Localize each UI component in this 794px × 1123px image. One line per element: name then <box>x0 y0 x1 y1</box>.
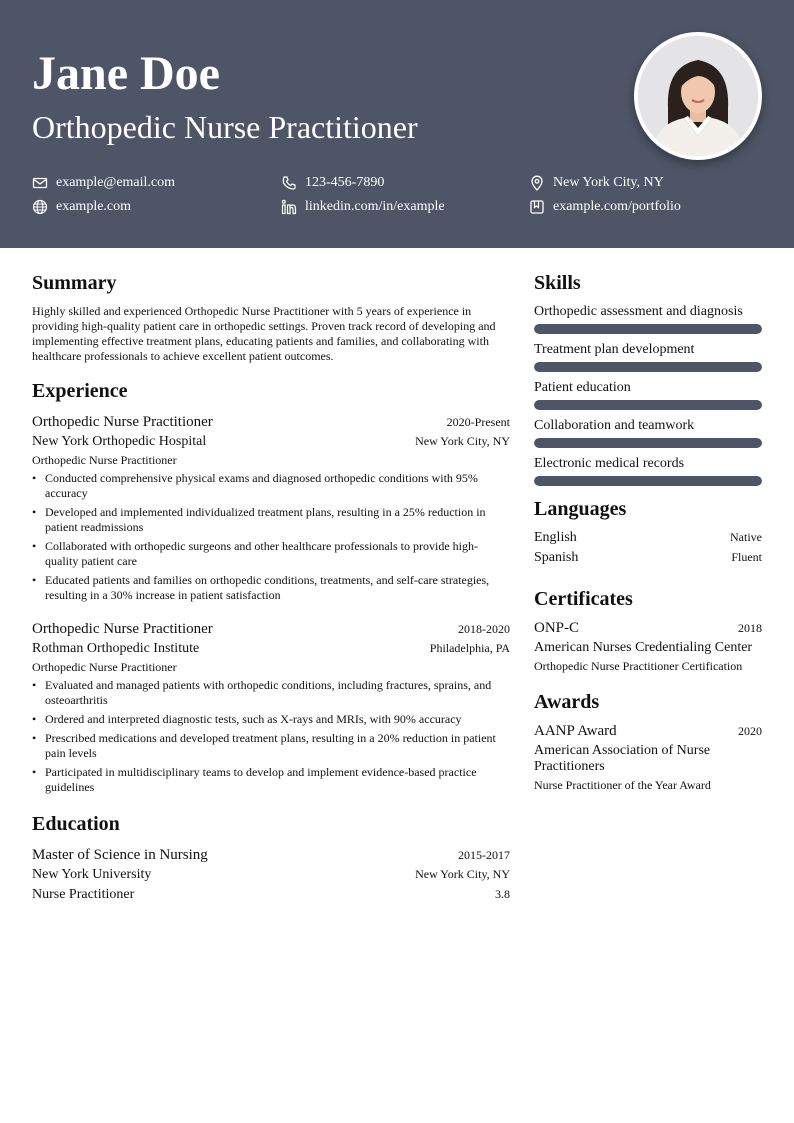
job-role: Orthopedic Nurse Practitioner <box>32 660 177 674</box>
languages-heading: Languages <box>534 498 627 520</box>
job-bullet: • Ordered and interpreted diagnostic tests, such as X-rays and MRIs, with 90% accuracy <box>32 712 510 727</box>
skills-list <box>534 302 762 486</box>
job-role: Orthopedic Nurse Practitioner <box>32 453 177 467</box>
job-location: New York City, NY <box>415 434 510 448</box>
summary-section <box>32 270 510 364</box>
language-level: Fluent <box>731 550 762 564</box>
contact-location-text: New York City, NY <box>553 175 664 190</box>
contact-location <box>529 173 664 193</box>
skill-item <box>534 378 762 410</box>
candidate-name: Jane Doe <box>32 47 220 100</box>
main-column <box>32 270 510 905</box>
education-section <box>32 811 510 905</box>
job-bullet: • Collaborated with orthopedic surgeons and other healthcare professionals to provide high-quality patient care <box>32 539 510 569</box>
language-item <box>534 548 762 568</box>
contact-linkedin[interactable] <box>281 197 445 217</box>
education-gpa: 3.8 <box>495 887 510 901</box>
skill-bar-fill <box>534 362 762 372</box>
skill-bar <box>534 476 762 486</box>
job-entry <box>32 619 510 795</box>
education-heading: Education <box>32 813 120 835</box>
skill-bar <box>534 438 762 448</box>
award-year: 2020 <box>738 724 762 738</box>
job-company: New York Orthopedic Hospital <box>32 434 207 449</box>
skill-item <box>534 454 762 486</box>
education-degree: Master of Science in Nursing <box>32 847 208 863</box>
certificate-issuer: American Nurses Credentialing Center <box>534 640 753 655</box>
skill-item <box>534 416 762 448</box>
education-field: Nurse Practitioner <box>32 887 135 902</box>
job-dates: 2020-Present <box>446 415 510 429</box>
skill-bar <box>534 400 762 410</box>
profile-photo <box>634 32 762 160</box>
contact-website[interactable] <box>32 197 131 217</box>
certificate-description: Orthopedic Nurse Practitioner Certification <box>534 659 743 673</box>
job-dates: 2018-2020 <box>458 622 510 636</box>
skill-bar-fill <box>534 400 762 410</box>
education-dates: 2015-2017 <box>458 848 510 862</box>
job-title: Orthopedic Nurse Practitioner <box>32 621 213 637</box>
skill-name: Patient education <box>534 380 631 395</box>
skill-bar-fill <box>534 438 762 448</box>
skill-name: Collaboration and teamwork <box>534 418 695 433</box>
portfolio-icon <box>529 199 545 215</box>
job-title: Orthopedic Nurse Practitioner <box>32 414 213 430</box>
certificate-name: ONP-C <box>534 620 580 636</box>
contact-email[interactable] <box>32 173 175 193</box>
location-icon <box>529 175 545 191</box>
awards-section <box>534 689 762 794</box>
contact-website-text: example.com <box>56 199 132 214</box>
skill-name: Electronic medical records <box>534 456 685 471</box>
job-location: Philadelphia, PA <box>429 641 510 655</box>
certificates-section <box>534 586 762 675</box>
certificate-year: 2018 <box>738 621 762 635</box>
award-description: Nurse Practitioner of the Year Award <box>534 778 711 792</box>
job-entry <box>32 412 510 603</box>
resume-header <box>0 0 794 248</box>
job-bullet: • Evaluated and managed patients with orthopedic conditions, including fractures, sprains, and osteoarthritis <box>32 678 510 708</box>
job-company: Rothman Orthopedic Institute <box>32 641 200 656</box>
contact-portfolio-text: example.com/portfolio <box>553 199 681 214</box>
skill-name: Treatment plan development <box>534 342 695 357</box>
job-bullets <box>32 471 510 603</box>
phone-icon <box>281 175 297 191</box>
skill-name: Orthopedic assessment and diagnosis <box>534 304 743 319</box>
language-level: Native <box>730 530 762 544</box>
linkedin-icon <box>281 199 297 215</box>
experience-section <box>32 378 510 795</box>
email-icon <box>32 175 48 191</box>
award-issuer: American Association of Nurse Practitioners <box>534 743 711 774</box>
skills-heading: Skills <box>534 272 581 294</box>
contact-phone[interactable] <box>281 173 384 193</box>
skill-bar-fill <box>534 324 762 334</box>
experience-heading: Experience <box>32 380 128 402</box>
job-bullet: • Prescribed medications and developed treatment plans, resulting in a 20% reduction in patient pain levels <box>32 731 510 761</box>
job-bullet: • Developed and implemented individualized treatment plans, resulting in a 25% reduction in patient readmissions <box>32 505 510 535</box>
skill-item <box>534 340 762 372</box>
skill-bar <box>534 362 762 372</box>
skill-bar-fill <box>534 476 762 486</box>
job-bullet: • Conducted comprehensive physical exams and diagnosed orthopedic conditions with 95% accuracy <box>32 471 510 501</box>
education-school: New York University <box>32 867 152 882</box>
candidate-title: Orthopedic Nurse Practitioner <box>32 109 418 145</box>
language-item <box>534 528 762 548</box>
language-name: English <box>534 530 577 545</box>
contact-phone-text: 123-456-7890 <box>305 175 385 190</box>
education-location: New York City, NY <box>415 867 510 881</box>
side-column <box>534 270 762 794</box>
contact-linkedin-text: linkedin.com/in/example <box>305 199 445 214</box>
job-bullets <box>32 678 510 795</box>
summary-heading: Summary <box>32 272 117 294</box>
contact-email-text: example@email.com <box>56 175 176 190</box>
job-bullet: • Participated in multidisciplinary teams to develop and implement evidence-based practice guidelines <box>32 765 510 795</box>
awards-heading: Awards <box>534 691 600 713</box>
summary-text: Highly skilled and experienced Orthopedic Nurse Practitioner with 5 years of experience in providing high-quality patient care in orthopedic settings. Proven track record of developing and implementing effective treatment plans, educating patients and families, and collaborating with healthcare professionals to achieve excellent patient outcomes. <box>32 304 496 363</box>
award-name: AANP Award <box>534 723 617 739</box>
contact-portfolio[interactable] <box>529 197 681 217</box>
language-name: Spanish <box>534 550 579 565</box>
certificates-heading: Certificates <box>534 588 633 610</box>
job-bullet: • Educated patients and families on orthopedic conditions, treatments, and self-care strategies, resulting in a 30% increase in patient satisfaction <box>32 573 510 603</box>
globe-icon <box>32 199 48 215</box>
skill-bar <box>534 324 762 334</box>
skill-item <box>534 302 762 334</box>
languages-section <box>534 496 762 568</box>
skills-section <box>534 270 762 486</box>
